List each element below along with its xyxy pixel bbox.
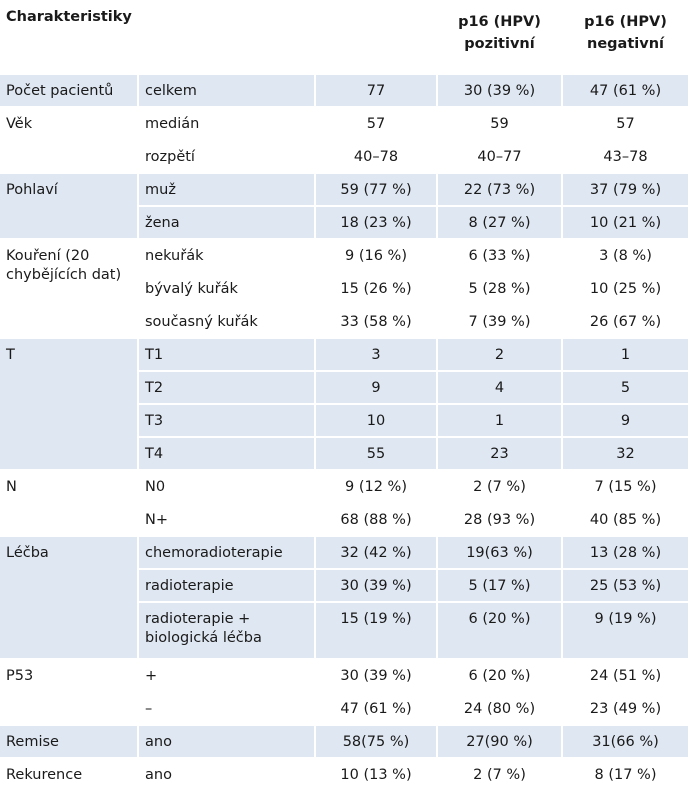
cell-total: 9 (16 %): [314, 238, 436, 271]
cell-hpv-positive: 59: [436, 106, 561, 139]
cell-hpv-negative: 23 (49 %): [561, 691, 688, 724]
table-row: [0, 106, 688, 139]
row-category: N: [0, 469, 137, 535]
cell-hpv-positive: 6 (20 %): [436, 658, 561, 691]
header-negative-line1: p16 (HPV): [584, 14, 667, 30]
header-positive: [436, 0, 561, 73]
cell-total: 30 (39 %): [314, 568, 436, 601]
cell-hpv-positive: 7 (39 %): [436, 304, 561, 337]
cell-total: 68 (88 %): [314, 502, 436, 535]
cell-hpv-negative: 24 (51 %): [561, 658, 688, 691]
row-subcategory: radioterapie + biologická léčba: [137, 601, 314, 658]
table-row: [0, 238, 688, 271]
cell-hpv-positive: 2 (7 %): [436, 757, 561, 790]
cell-total: 10: [314, 403, 436, 436]
cell-hpv-negative: 7 (15 %): [561, 469, 688, 502]
table-row: [0, 724, 688, 757]
cell-hpv-positive: 27(90 %): [436, 724, 561, 757]
table-body: [0, 73, 688, 790]
cell-hpv-negative: 9 (19 %): [561, 601, 688, 658]
cell-hpv-positive: 40–77: [436, 139, 561, 172]
row-subcategory: T4: [137, 436, 314, 469]
row-category: T: [0, 337, 137, 469]
cell-hpv-positive: 19(63 %): [436, 535, 561, 568]
cell-total: 59 (77 %): [314, 172, 436, 205]
row-subcategory: +: [137, 658, 314, 691]
cell-hpv-positive: 28 (93 %): [436, 502, 561, 535]
row-subcategory: N+: [137, 502, 314, 535]
cell-total: 9: [314, 370, 436, 403]
table-row: [0, 757, 688, 790]
table-row: [0, 658, 688, 691]
row-category: Remise: [0, 724, 137, 757]
header-negative: [561, 0, 688, 73]
table-row: [0, 535, 688, 568]
cell-hpv-positive: 6 (20 %): [436, 601, 561, 658]
row-subcategory: –: [137, 691, 314, 724]
cell-hpv-positive: 4: [436, 370, 561, 403]
cell-total: 32 (42 %): [314, 535, 436, 568]
row-subcategory: celkem: [137, 73, 314, 106]
cell-hpv-negative: 31(66 %): [561, 724, 688, 757]
cell-hpv-positive: 1: [436, 403, 561, 436]
row-subcategory: ano: [137, 757, 314, 790]
cell-hpv-positive: 5 (17 %): [436, 568, 561, 601]
row-subcategory: rozpětí: [137, 139, 314, 172]
cell-hpv-positive: 8 (27 %): [436, 205, 561, 238]
cell-hpv-positive: 23: [436, 436, 561, 469]
cell-hpv-negative: 37 (79 %): [561, 172, 688, 205]
cell-hpv-positive: 24 (80 %): [436, 691, 561, 724]
cell-hpv-negative: 43–78: [561, 139, 688, 172]
cell-hpv-positive: 2 (7 %): [436, 469, 561, 502]
table-row: [0, 73, 688, 106]
table-row: [0, 337, 688, 370]
cell-hpv-positive: 5 (28 %): [436, 271, 561, 304]
cell-total: 55: [314, 436, 436, 469]
header-total: [314, 0, 436, 73]
header-negative-line2: negativní: [587, 36, 664, 52]
row-category: Věk: [0, 106, 137, 172]
cell-total: 33 (58 %): [314, 304, 436, 337]
cell-total: 58(75 %): [314, 724, 436, 757]
cell-total: 3: [314, 337, 436, 370]
row-subcategory: nekuřák: [137, 238, 314, 271]
row-category: Léčba: [0, 535, 137, 658]
row-subcategory: chemoradioterapie: [137, 535, 314, 568]
row-subcategory: ano: [137, 724, 314, 757]
cell-total: 30 (39 %): [314, 658, 436, 691]
cell-hpv-negative: 8 (17 %): [561, 757, 688, 790]
cell-total: 47 (61 %): [314, 691, 436, 724]
cell-hpv-negative: 1: [561, 337, 688, 370]
row-category: Kouření (20 chybějících dat): [0, 238, 137, 337]
row-subcategory: N0: [137, 469, 314, 502]
cell-hpv-negative: 57: [561, 106, 688, 139]
row-subcategory: T2: [137, 370, 314, 403]
cell-total: 15 (19 %): [314, 601, 436, 658]
cell-hpv-negative: 10 (21 %): [561, 205, 688, 238]
row-subcategory: současný kuřák: [137, 304, 314, 337]
cell-hpv-negative: 40 (85 %): [561, 502, 688, 535]
row-subcategory: radioterapie: [137, 568, 314, 601]
cell-total: 15 (26 %): [314, 271, 436, 304]
row-subcategory: T1: [137, 337, 314, 370]
row-category: Počet pacientů: [0, 73, 137, 106]
cell-hpv-positive: 2: [436, 337, 561, 370]
header-characteristics: Charakteristiky: [6, 9, 132, 25]
cell-hpv-positive: 22 (73 %): [436, 172, 561, 205]
cell-hpv-positive: 6 (33 %): [436, 238, 561, 271]
cell-hpv-negative: 13 (28 %): [561, 535, 688, 568]
cell-hpv-negative: 47 (61 %): [561, 73, 688, 106]
row-subcategory: žena: [137, 205, 314, 238]
cell-total: 40–78: [314, 139, 436, 172]
row-subcategory: bývalý kuřák: [137, 271, 314, 304]
cell-total: 10 (13 %): [314, 757, 436, 790]
cell-hpv-negative: 25 (53 %): [561, 568, 688, 601]
table-row: [0, 172, 688, 205]
cell-total: 18 (23 %): [314, 205, 436, 238]
cell-hpv-positive: 30 (39 %): [436, 73, 561, 106]
cell-hpv-negative: 26 (67 %): [561, 304, 688, 337]
cell-hpv-negative: 10 (25 %): [561, 271, 688, 304]
row-subcategory: T3: [137, 403, 314, 436]
cell-total: 77: [314, 73, 436, 106]
row-category: P53: [0, 658, 137, 724]
row-category: Rekurence: [0, 757, 137, 790]
cell-hpv-negative: 32: [561, 436, 688, 469]
table-row: [0, 469, 688, 502]
row-category: Pohlaví: [0, 172, 137, 238]
header-positive-line1: p16 (HPV): [458, 14, 541, 30]
cell-total: 9 (12 %): [314, 469, 436, 502]
row-subcategory: muž: [137, 172, 314, 205]
cell-total: 57: [314, 106, 436, 139]
header-positive-line2: pozitivní: [464, 36, 535, 52]
row-subcategory: medián: [137, 106, 314, 139]
cell-hpv-negative: 3 (8 %): [561, 238, 688, 271]
cell-hpv-negative: 5: [561, 370, 688, 403]
table-header-row: [0, 0, 688, 73]
cell-hpv-negative: 9: [561, 403, 688, 436]
